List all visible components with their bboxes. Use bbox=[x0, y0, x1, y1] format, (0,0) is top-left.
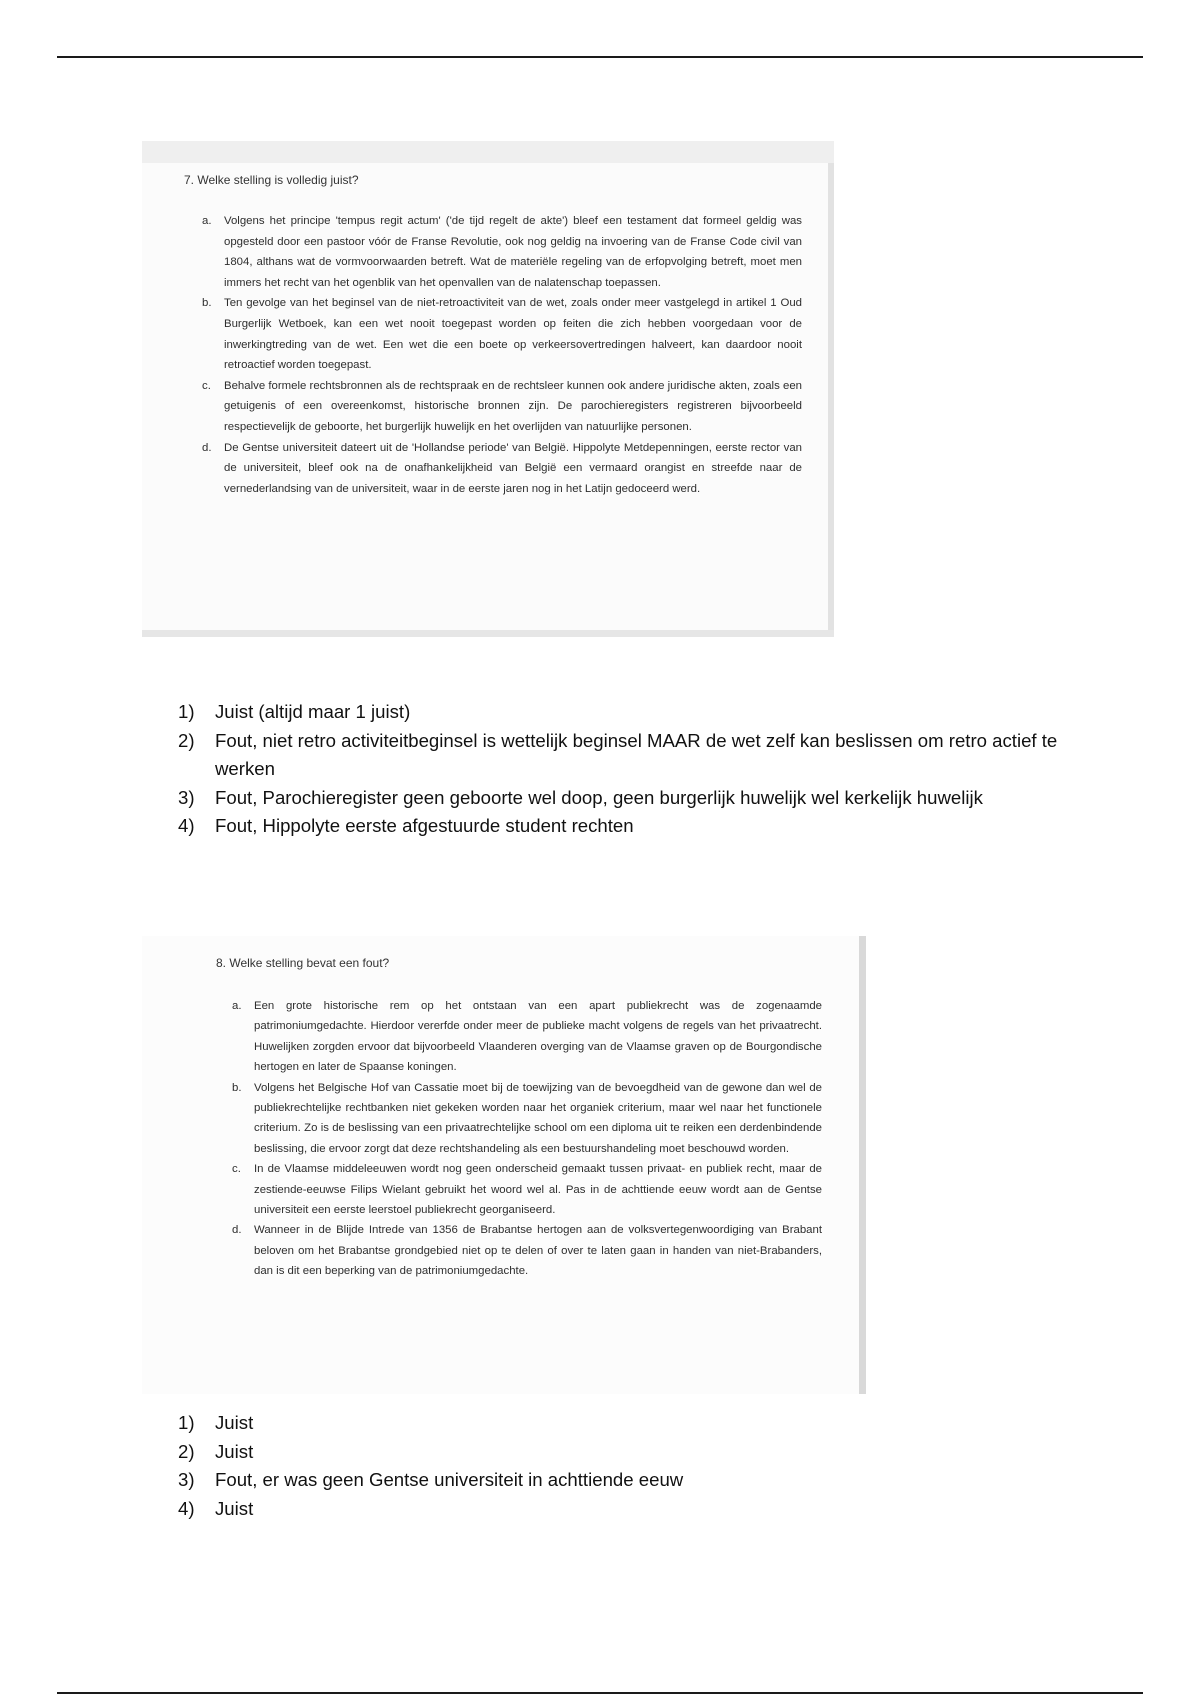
answer-number: 4) bbox=[178, 815, 195, 837]
vertical-scrollbar bbox=[828, 163, 834, 637]
option-item bbox=[202, 293, 802, 375]
answer-number: 3) bbox=[178, 786, 195, 808]
option-text: De Gentse universiteit dateert uit de 'Hollandse periode' van België. Hippolyte Metdepenningen, eerste rector van de universiteit, bleef ook na de onafhankelijkheid van België een vermaard orangist en streefde naar de vernederlandsing van de universiteit, waar in de eerste jaren nog in het Latijn gedoceerd werd. bbox=[224, 441, 802, 495]
answer-text: Juist bbox=[215, 1412, 254, 1433]
option-letter: d. bbox=[202, 441, 212, 454]
option-letter: a. bbox=[232, 1000, 242, 1012]
option-letter: a. bbox=[202, 215, 212, 227]
option-item bbox=[202, 438, 802, 500]
option-letter: c. bbox=[202, 379, 211, 392]
question-8-title: 8. Welke stelling bevat een fout? bbox=[216, 956, 390, 970]
answer-text: Juist bbox=[215, 1440, 254, 1462]
footer-rule bbox=[57, 1692, 1143, 1694]
answer-item bbox=[178, 1409, 1058, 1438]
answer-item bbox=[178, 727, 1058, 784]
answer-item bbox=[178, 698, 1058, 727]
option-item bbox=[232, 1078, 822, 1160]
question-7-options bbox=[202, 211, 802, 499]
question-7-title: 7. Welke stelling is volledig juist? bbox=[184, 173, 359, 187]
horizontal-scrollbar bbox=[142, 630, 834, 637]
option-letter: d. bbox=[232, 1224, 242, 1237]
answer-number: 3) bbox=[178, 1469, 195, 1491]
option-letter: b. bbox=[232, 1081, 242, 1094]
answer-item bbox=[178, 812, 1058, 841]
question-7-screenshot bbox=[142, 141, 834, 637]
header-rule bbox=[57, 56, 1143, 58]
answer-text: Fout, Hippolyte eerste afgestuurde student rechten bbox=[215, 815, 634, 837]
answer-number: 4) bbox=[178, 1497, 195, 1519]
option-item bbox=[232, 1159, 822, 1220]
question-8-screenshot bbox=[142, 936, 866, 1394]
answer-text: Fout, er was geen Gentse universiteit in achttiende eeuw bbox=[215, 1469, 684, 1491]
option-item bbox=[202, 211, 802, 293]
option-text: In de Vlaamse middeleeuwen wordt nog geen onderscheid gemaakt tussen privaat- en publiek recht, maar de zestiende-eeuwse Filips Wielant gebruikt het woord wel al. Pas in de achttiende eeuw wordt aan de Gentse universiteit een eerste leerstoel publiekrecht georganiseerd. bbox=[254, 1163, 822, 1217]
option-letter: c. bbox=[232, 1163, 241, 1176]
vertical-scrollbar bbox=[859, 936, 866, 1394]
option-item bbox=[232, 1220, 822, 1281]
answer-text: Juist bbox=[215, 1497, 254, 1519]
answer-text: Juist (altijd maar 1 juist) bbox=[215, 701, 411, 722]
answer-number: 2) bbox=[178, 1440, 195, 1462]
option-text: Behalve formele rechtsbronnen als de rechtspraak en de rechtsleer kunnen ook andere juridische akten, zoals een getuigenis of een overeenkomst, historische bronnen zijn. De parochieregisters registreren bijvoorbeeld respectievelijk de geboorte, het burgerlijk huwelijk en het overlijden van natuurlijke personen. bbox=[224, 379, 802, 433]
answer-item bbox=[178, 1495, 1058, 1524]
answer-number: 2) bbox=[178, 729, 195, 751]
option-item bbox=[232, 996, 822, 1078]
answers-question-8 bbox=[178, 1409, 1058, 1523]
answer-item bbox=[178, 1438, 1058, 1467]
answer-number: 1) bbox=[178, 701, 195, 722]
answer-item bbox=[178, 784, 1058, 813]
answer-text: Fout, niet retro activiteitbeginsel is wettelijk beginsel MAAR de wet zelf kan beslissen om retro actief te werken bbox=[215, 729, 1058, 780]
option-text: Een grote historische rem op het ontstaan van een apart publiekrecht was de zogenaamde patrimoniumgedachte. Hierdoor vererfde onder meer de publieke macht volgens de regels van het privaatrecht. Huwelijken zorgden ervoor dat bijvoorbeeld Vlaanderen overging van de Vlaamse graven op de Bourgondische hertogen en later de Spaanse koningen. bbox=[254, 1000, 822, 1074]
option-text: Wanneer in de Blijde Intrede van 1356 de Brabantse hertogen aan de volksvertegenwoordiging van Brabant beloven om het Brabantse grondgebied niet op te delen of over te laten gaan in handen van niet-Brabanders, dan is dit een beperking van de patrimoniumgedachte. bbox=[254, 1224, 822, 1278]
answers-question-7 bbox=[178, 698, 1058, 841]
question-8-options bbox=[232, 996, 822, 1282]
answer-number: 1) bbox=[178, 1412, 195, 1433]
option-letter: b. bbox=[202, 297, 212, 310]
option-text: Ten gevolge van het beginsel van de niet-retroactiviteit van de wet, zoals onder meer vastgelegd in artikel 1 Oud Burgerlijk Wetboek, kan een wet nooit toegepast worden op feiten die zich hebben voorgedaan voor de inwerkingtreding van de wet. Een wet die een boete op verkeersovertredingen halveert, kan daardoor nooit retroactief worden toegepast. bbox=[224, 297, 802, 372]
option-text: Volgens het Belgische Hof van Cassatie moet bij de toewijzing van de bevoegdheid van de gewone dan wel de publiekrechtelijke rechtbanken niet gekeken worden naar het organiek criterium, maar wel naar het functionele criterium. Zo is de beslissing van een privaatrechtelijke school om een diploma uit te reiken een derdenbindende beslissing, die ervoor zorgt dat deze rechtshandeling als een bestuurshandeling moet beschouwd worden. bbox=[254, 1081, 822, 1155]
option-text: Volgens het principe 'tempus regit actum' ('de tijd regelt de akte') bleef een testament dat formeel geldig was opgesteld door een pastoor vóór de Franse Revolutie, ook nog geldig na invoering van de Franse Code civil van 1804, althans wat de vormvoorwaarden betreft. Wat de materiële regeling van de erfopvolging betreft, moet men immers het recht van het ogenblik van het openvallen van de nalatenschap toepassen. bbox=[224, 215, 802, 289]
option-item bbox=[202, 376, 802, 438]
answer-item bbox=[178, 1466, 1058, 1495]
answer-text: Fout, Parochieregister geen geboorte wel doop, geen burgerlijk huwelijk wel kerkelijk huwelijk bbox=[215, 786, 983, 808]
